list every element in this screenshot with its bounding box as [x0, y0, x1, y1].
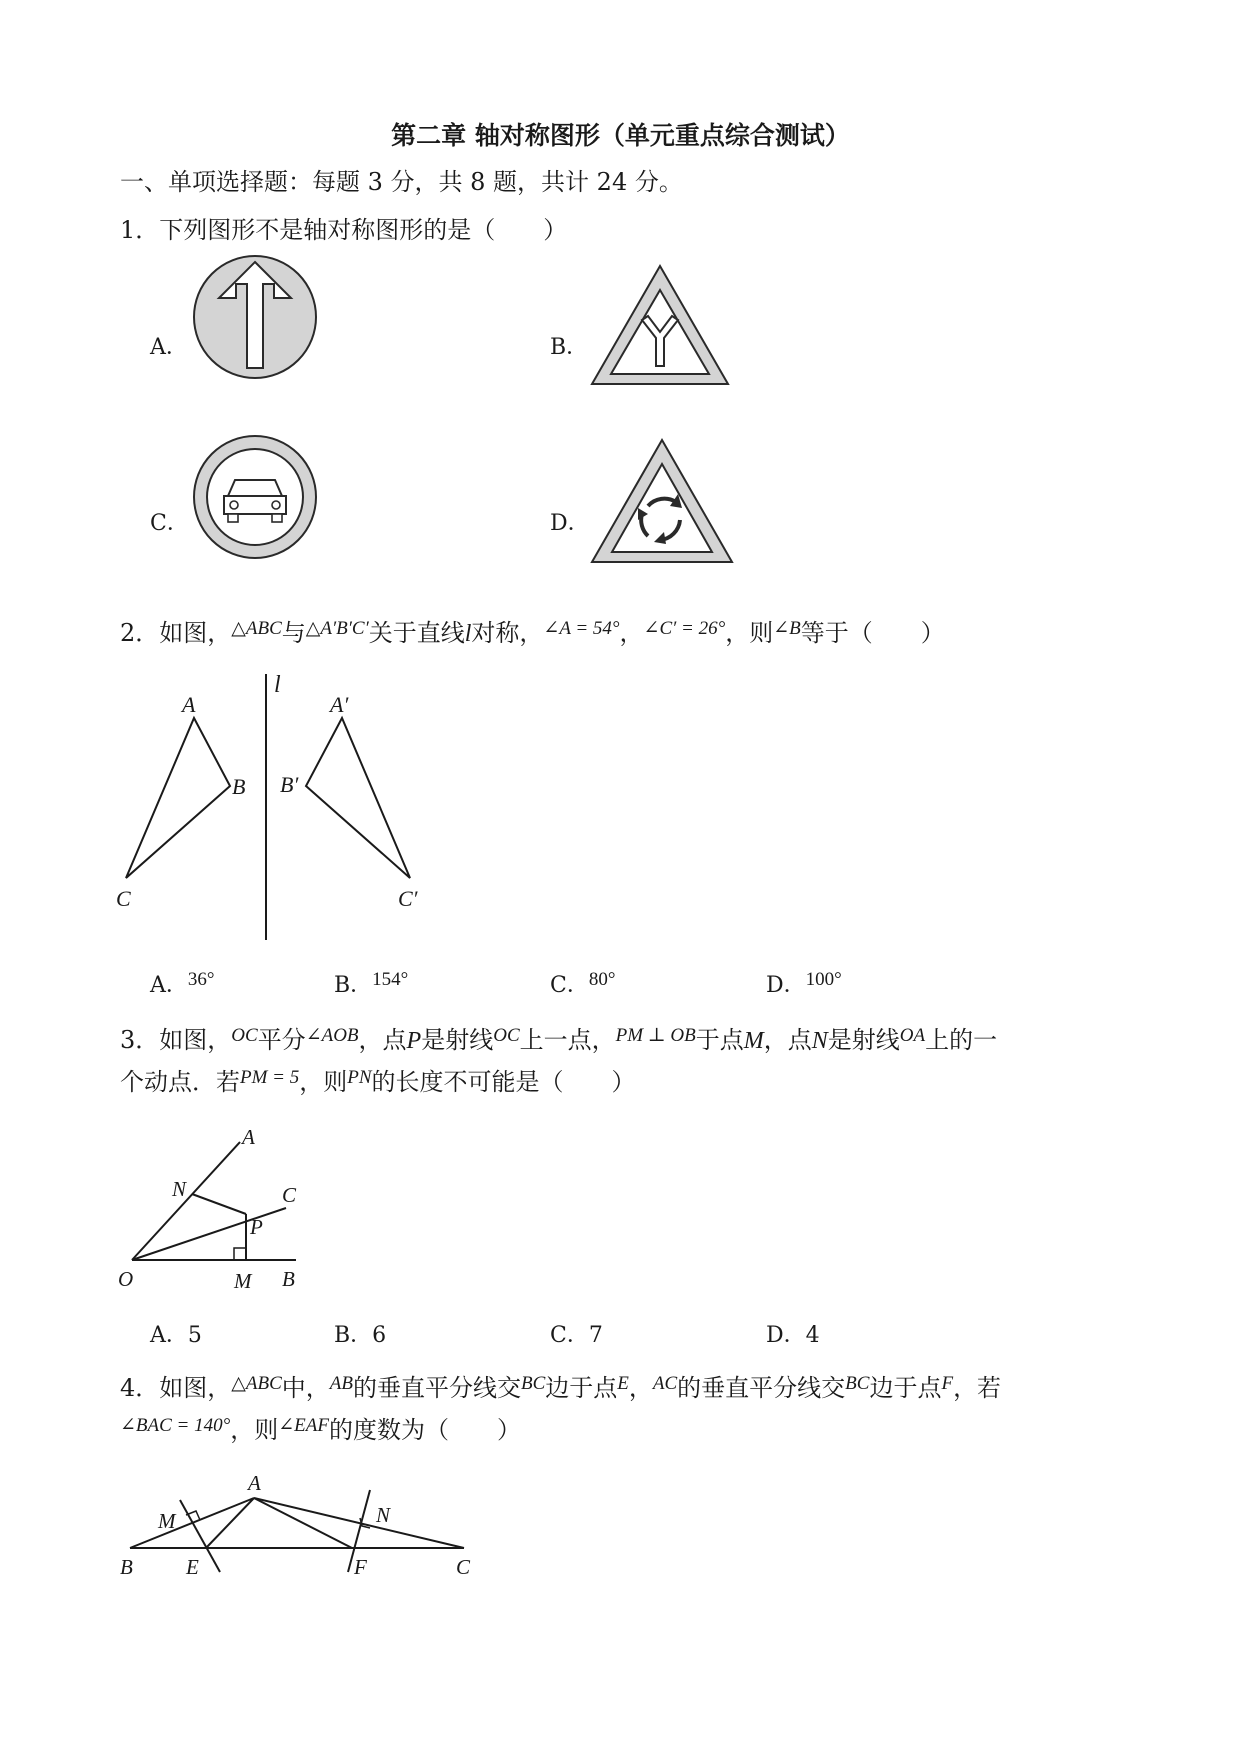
q2-label-c: C	[116, 886, 131, 911]
q4-label-c: C	[456, 1555, 471, 1579]
q2-figure-triangles	[110, 668, 450, 940]
section-heading: 一、单项选择题：每题 3 分，共 8 题，共计 24 分。	[120, 168, 683, 196]
q2-triangle-abc-prime	[306, 718, 410, 878]
q4-label-m: M	[158, 1509, 176, 1533]
q2-stem: 2．如图，$^{\triangle ABC}$与$^{\triangle A'B'C'}$关于直线l对称，$^{\angle A = 54^\circ}$，$^{\angle C' = 26^\circ}$，则$^{\angle B}$等于（ ）	[120, 618, 945, 647]
q2-triangle-abc	[126, 718, 230, 878]
q4-segment-ac	[254, 1498, 464, 1548]
q4-label-e: E	[186, 1555, 199, 1579]
q4-label-b: B	[120, 1555, 133, 1579]
q1-option-c-label: C．	[150, 511, 189, 536]
q3-option-d: D．4	[766, 1323, 820, 1348]
q3-label-m: M	[234, 1269, 252, 1292]
q4-segment-af	[254, 1498, 352, 1548]
q3-label-o: O	[118, 1267, 134, 1291]
q3-stem-line1: 3．如图，$^{OC}$平分$^{\angle AOB}$，点P是射线$^{OC}$上一点，$^{PM \perp OB}$于点M，点N是射线$^{OA}$上的一	[120, 1025, 998, 1054]
q2-label-b-prime: B′	[280, 772, 299, 797]
q1-option-a-label: A．	[150, 335, 188, 360]
no-entry-arrow-sign-icon	[190, 246, 320, 388]
q3-label-p: P	[250, 1215, 263, 1239]
q3-label-c: C	[282, 1183, 297, 1207]
q3-option-a: A．5	[150, 1323, 202, 1348]
q2-label-l: l	[274, 672, 281, 698]
q2-math-angle-b: ∠B	[773, 618, 801, 639]
q3-option-b: B．6	[334, 1323, 387, 1348]
q1-option-b-label: B．	[550, 335, 589, 360]
q3-stem-line2: 个动点．若$^{PM = 5}$，则$^{PN}$的长度不可能是（ ）	[120, 1067, 636, 1096]
q3-label-b: B	[282, 1267, 295, 1291]
q4-label-a: A	[248, 1471, 261, 1495]
q2-option-c: C．80°	[550, 969, 616, 998]
q2-math-abc-prime: △A′B′C′	[305, 618, 369, 639]
q2-math-l: l	[464, 621, 472, 647]
q2-math-angle-c: ∠C′ = 26°	[643, 618, 726, 639]
q3-label-n: N	[172, 1177, 187, 1201]
q2-math-abc: △ABC	[231, 618, 282, 639]
q3-option-c: C．7	[550, 1323, 603, 1348]
q1-option-d-label: D．	[550, 511, 590, 536]
roundabout-warning-sign-icon	[588, 436, 736, 568]
q2-label-c-prime: C′	[398, 886, 418, 911]
q4-figure-perpendicular-bisectors	[110, 1460, 480, 1580]
q2-option-d: D．100°	[766, 969, 842, 998]
q3-label-a: A	[242, 1125, 255, 1149]
q4-segment-ae	[206, 1498, 254, 1548]
q2-math-angle-a: ∠A = 54°	[543, 618, 620, 639]
q3-segment-pn	[192, 1194, 246, 1214]
q3-right-angle-mark	[234, 1248, 246, 1260]
q4-label-f: F	[354, 1555, 367, 1579]
q1-stem: 1．下列图形不是轴对称图形的是（ ）	[120, 216, 568, 244]
q2-label-a-prime: A′	[330, 692, 349, 717]
y-junction-warning-sign-icon	[588, 262, 732, 390]
page-title: 第二章 轴对称图形（单元重点综合测试）	[391, 121, 850, 150]
q3-figure-angle-bisector	[110, 1118, 320, 1292]
q2-option-a: A．36°	[150, 969, 215, 998]
no-motor-vehicles-sign-icon	[190, 432, 320, 562]
q2-option-b: B．154°	[334, 969, 409, 998]
q2-label-a: A	[182, 692, 196, 717]
q4-label-n: N	[376, 1503, 391, 1527]
q4-stem-line1: 4．如图，$^{\triangle ABC}$中，$^{AB}$的垂直平分线交$^{BC}$边于点$^E$，$^{AC}$的垂直平分线交$^{BC}$边于点$^F$，若	[120, 1373, 1002, 1402]
q2-label-b: B	[232, 774, 246, 799]
q4-stem-line2: $^{\angle BAC = 140^\circ}$，则$^{\angle EAF}$的度数为（ ）	[120, 1415, 521, 1444]
